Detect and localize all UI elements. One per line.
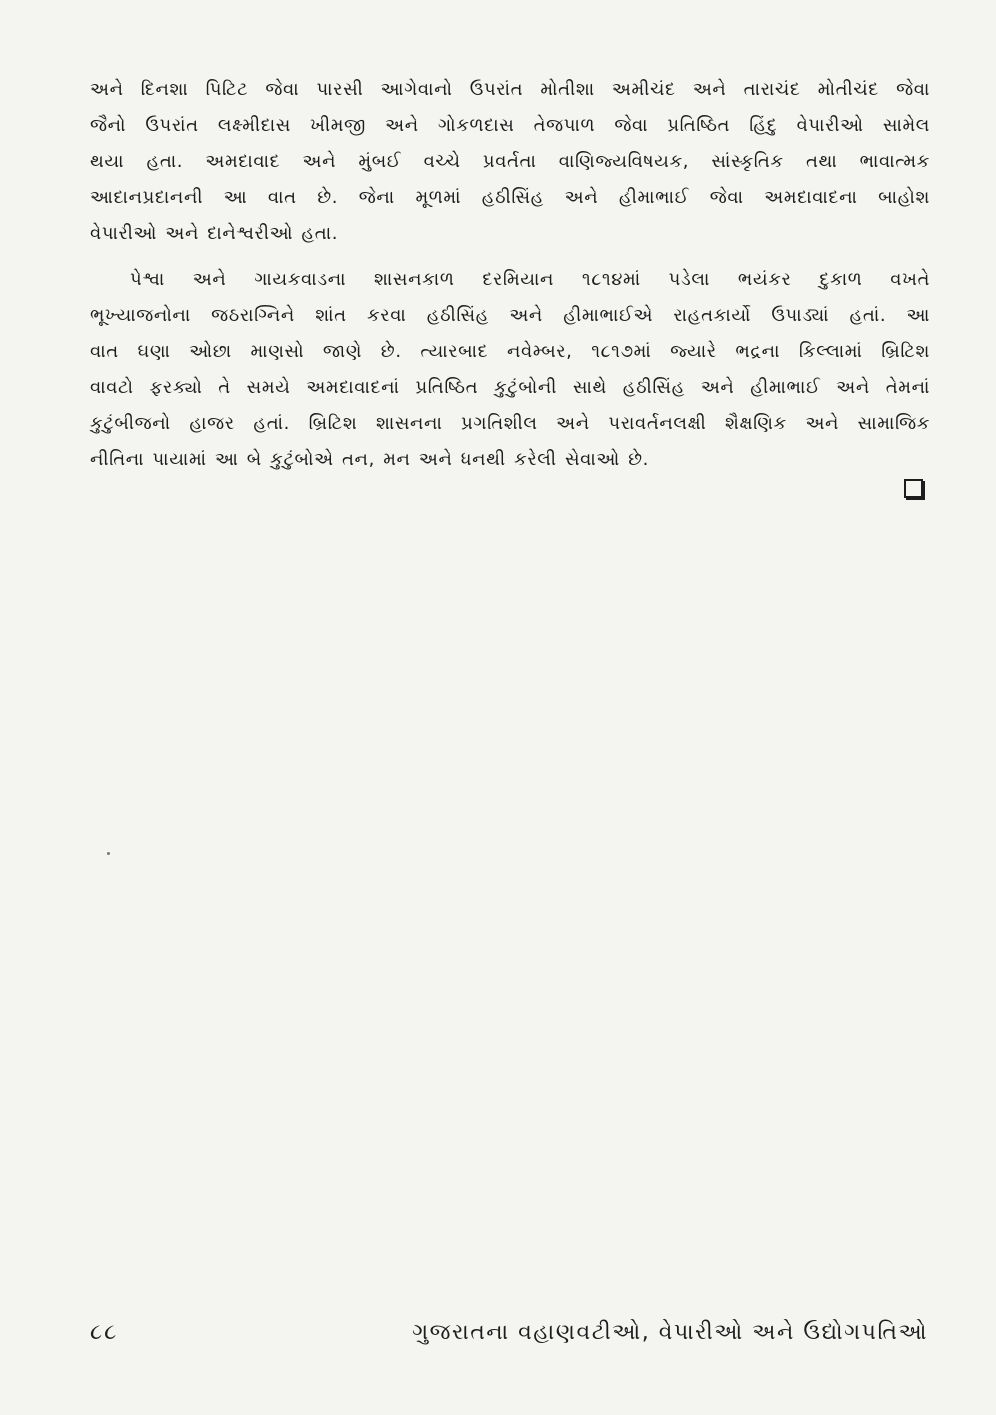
paragraph-line: કુટુંબીજનો હાજર હતાં. બ્રિટિશ શાસનના પ્રગતિશીલ અને પરાવર્તનલક્ષી શૈક્ષણિક અને સામાજિક xyxy=(90,413,930,434)
paragraph-2 xyxy=(90,262,930,478)
paragraph-line: વાત ઘણા ઓછા માણસો જાણે છે. ત્યારબાદ નવેમ્બર, ૧૮૧૭માં જ્યારે ભદ્રના કિલ્લામાં બ્રિટિશ xyxy=(90,341,930,362)
paragraph-line: આદાનપ્રદાનની આ વાત છે. જેના મૂળમાં હઠીસિંહ અને હીમાભાઈ જેવા અમદાવાદના બાહોશ xyxy=(90,187,930,208)
paragraph-line: વેપારીઓ અને દાનેશ્વરીઓ હતા. xyxy=(90,223,339,244)
paragraph-line: ભૂખ્યાજનોના જઠરાગ્નિને શાંત કરવા હઠીસિંહ અને હીમાભાઈએ રાહતકાર્યો ઉપાડ્યાં હતાં. આ xyxy=(90,305,931,326)
paragraph-spacer xyxy=(90,252,930,262)
paragraph-line: જૈનો ઉપરાંત લક્ષ્મીદાસ ખીમજી અને ગોકળદાસ તેજપાળ જેવા પ્રતિષ્ઠિત હિંદુ વેપારીઓ સામેલ xyxy=(90,115,930,136)
end-of-section-square-icon xyxy=(904,479,923,498)
running-footer-title: ગુજરાતના વહાણવટીઓ, વેપારીઓ અને ઉદ્યોગપતિઓ xyxy=(412,1320,928,1345)
paragraph-1 xyxy=(90,72,930,252)
page-number: ૮૮ xyxy=(90,1320,119,1345)
paragraph-line: પેશ્વા અને ગાયકવાડના શાસનકાળ દરમિયાન ૧૮૧૪માં પડેલા ભયંકર દુકાળ વખતે xyxy=(130,269,930,290)
paragraph-line: વાવટો ફરક્યો તે સમયે અમદાવાદનાં પ્રતિષ્ઠિત કુટુંબોની સાથે હઠીસિંહ અને હીમાભાઈ અને તેમનાં xyxy=(90,377,930,398)
paragraph-line: થયા હતા. અમદાવાદ અને મુંબઈ વચ્ચે પ્રવર્તતા વાણિજ્યવિષયક, સાંસ્કૃતિક તથા ભાવાત્મક xyxy=(90,151,930,172)
body-text xyxy=(90,72,930,478)
paragraph-line: અને દિનશા પિટિટ જેવા પારસી આગેવાનો ઉપરાંત મોતીશા અમીચંદ અને તારાચંદ મોતીચંદ જેવા xyxy=(90,79,930,100)
paragraph-line: નીતિના પાયામાં આ બે કુટુંબોએ તન, મન અને ધનથી કરેલી સેવાઓ છે. xyxy=(90,449,650,470)
scan-speck xyxy=(107,852,110,855)
